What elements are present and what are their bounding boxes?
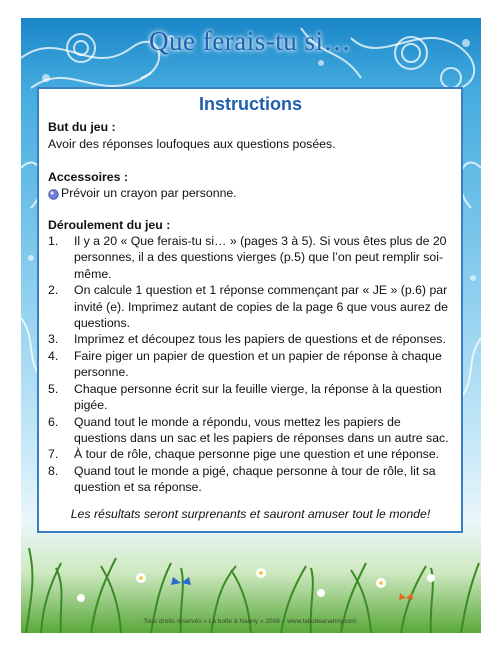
list-item	[48, 233, 453, 282]
step-number: 5.	[48, 381, 59, 396]
procedure-steps	[48, 233, 453, 496]
goal-text: Avoir des réponses loufoques aux questions posées.	[48, 137, 336, 152]
step-text: Quand tout le monde a répondu, vous mettez les papiers de questions dans un sac et les papiers de réponses dans un autre sac.	[74, 414, 449, 445]
bullet-orb-icon	[48, 188, 59, 199]
step-number: 2.	[48, 283, 59, 298]
list-item	[48, 463, 453, 496]
step-text: Quand tout le monde a pigé, chaque personne à tour de rôle, lit sa question et sa réponse.	[74, 463, 436, 495]
step-number: 4.	[48, 348, 59, 363]
list-item	[48, 446, 453, 462]
step-text: À tour de rôle, chaque personne pige une question et une réponse.	[74, 447, 440, 462]
accessories-text: Prévoir un crayon par personne.	[61, 186, 237, 201]
accessories-item	[48, 185, 453, 201]
instructions-heading: Instructions	[198, 94, 302, 114]
step-number: 8.	[48, 463, 59, 478]
goal-title: But du jeu :	[48, 120, 116, 134]
page-title: Que ferais-tu si…	[149, 26, 351, 56]
accessories-title: Accessoires :	[48, 169, 128, 184]
spacer	[48, 153, 453, 169]
spacer	[48, 202, 453, 217]
step-number: 1.	[48, 234, 59, 249]
step-text: Faire piger un papier de question et un papier de réponse à chaque personne.	[74, 348, 442, 380]
step-text: Il y a 20 « Que ferais-tu si… » (pages 3 à 5). Si vous êtes plus de 20 personnes, il a des questions vierges (p.5) que l’on peut remplir soi-même.	[74, 234, 447, 281]
step-number: 7.	[48, 447, 59, 462]
list-item	[48, 381, 453, 414]
closing-note: Les résultats seront surprenants et sauront amuser tout le monde!	[70, 506, 431, 521]
list-item	[48, 331, 453, 347]
footer-copyright: Tous droits réservés « La boîte à Nanny » 2008 – www.laboiteananny.com	[143, 618, 357, 625]
list-item	[48, 282, 453, 331]
procedure-title: Déroulement du jeu :	[48, 217, 171, 232]
step-text: On calcule 1 question et 1 réponse commençant par « JE » (p.6) par invité (e). Imprimez autant de copies de la page 6 que vous aurez de questions.	[74, 283, 448, 331]
list-item	[48, 348, 453, 381]
list-item	[48, 414, 453, 447]
step-text: Chaque personne écrit sur la feuille vierge, la réponse à la question pigée.	[74, 381, 442, 413]
step-number: 6.	[48, 414, 59, 429]
instructions-panel	[37, 87, 463, 533]
instructions-content	[39, 89, 461, 522]
step-text: Imprimez et découpez tous les papiers de questions et de réponses.	[74, 332, 446, 347]
step-number: 3.	[48, 332, 59, 347]
